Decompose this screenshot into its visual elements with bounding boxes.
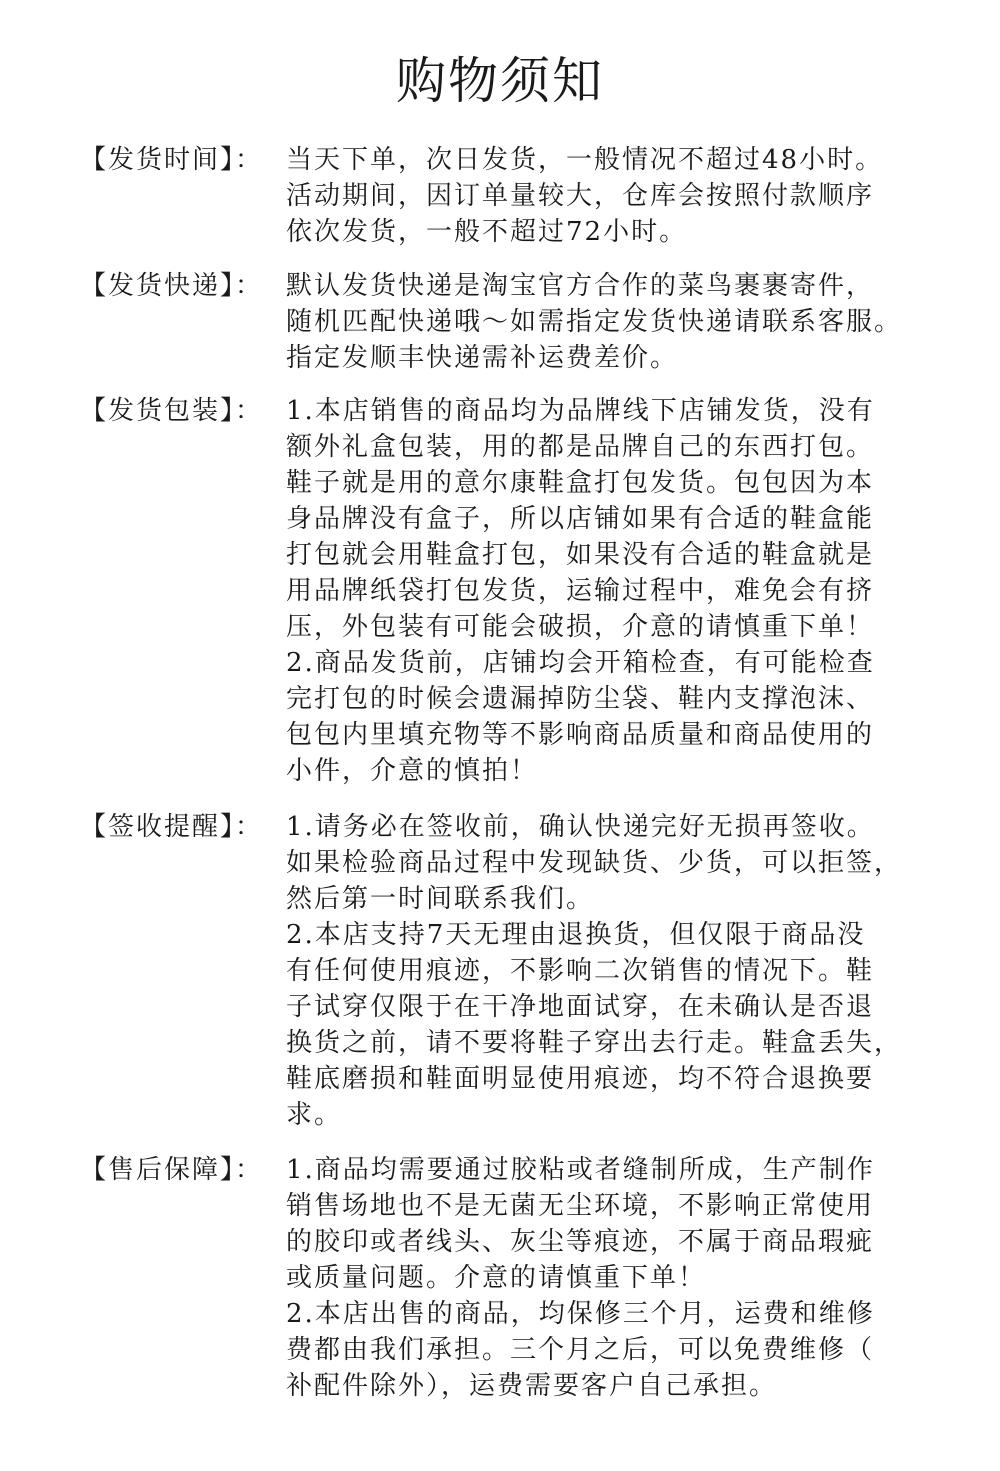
section-line: 包包内里填充物等不影响商品质量和商品使用的 (286, 720, 875, 750)
section-body (286, 393, 976, 789)
section-line: 当天下单，次日发货，一般情况不超过48小时。 (286, 145, 884, 175)
section-line: 用品牌纸袋打包发货，运输过程中，难免会有挤 (286, 576, 875, 606)
section-line: 如果检验商品过程中发现缺货、少货，可以拒签， (286, 848, 903, 878)
section-label: 【发货快递】： (80, 271, 264, 301)
section-line: 然后第一时间联系我们。 (286, 884, 595, 914)
section-line: 打包就会用鞋盒打包，如果没有合适的鞋盒就是 (286, 540, 875, 570)
section-line: 鞋底磨损和鞋面明显使用痕迹，均不符合退换要 (286, 1064, 875, 1094)
section-line: 2.商品发货前，店铺均会开箱检查，有可能检查 (286, 648, 875, 678)
section-line: 2.本店支持7天无理由退换货，但仅限于商品没 (286, 920, 866, 950)
section-line: 费都由我们承担。三个月之后，可以免费维修（ (286, 1335, 875, 1365)
section-line: 换货之前，请不要将鞋子穿出去行走。鞋盒丢失， (286, 1028, 903, 1058)
section-body (286, 268, 976, 376)
section-label: 【发货包装】： (80, 396, 264, 426)
section-line: 完打包的时候会遗漏掉防尘袋、鞋内支撑泡沫、 (286, 684, 875, 714)
section-line: 1.请务必在签收前，确认快递完好无损再签收。 (286, 812, 875, 842)
section-line: 依次发货，一般不超过72小时。 (286, 217, 688, 247)
section-body (286, 142, 976, 250)
section-label: 【签收提醒】： (80, 812, 264, 842)
section-line: 小件，介意的慎拍！ (286, 756, 539, 786)
section-line: 的胶印或者线头、灰尘等痕迹，不属于商品瑕疵 (286, 1227, 875, 1257)
section-line: 指定发顺丰快递需补运费差价。 (286, 343, 679, 373)
section-line: 身品牌没有盒子，所以店铺如果有合适的鞋盒能 (286, 504, 875, 534)
section-line: 2.本店出售的商品，均保修三个月，运费和维修 (286, 1299, 875, 1329)
section-body (286, 1152, 976, 1404)
section-line: 默认发货快递是淘宝官方合作的菜鸟裹裹寄件， (286, 271, 875, 301)
section-line: 有任何使用痕迹，不影响二次销售的情况下。鞋 (286, 956, 875, 986)
section-line: 补配件除外），运费需要客户自己承担。 (286, 1371, 778, 1401)
section-line: 1.商品均需要通过胶粘或者缝制所成，生产制作 (286, 1155, 875, 1185)
section-body (286, 809, 976, 1133)
section-line: 子试穿仅限于在干净地面试穿，在未确认是否退 (286, 992, 875, 1022)
section-label: 【售后保障】： (80, 1155, 264, 1185)
section-line: 随机匹配快递哦～如需指定发货快递请联系客服。 (286, 307, 903, 337)
section-line: 鞋子就是用的意尔康鞋盒打包发货。包包因为本 (286, 468, 875, 498)
section-line: 额外礼盒包装，用的都是品牌自己的东西打包。 (286, 432, 875, 462)
section-line: 压，外包装有可能会破损，介意的请慎重下单！ (286, 612, 875, 642)
section-label: 【发货时间】： (80, 145, 264, 175)
page-title: 购物须知 (396, 52, 604, 110)
section-line: 销售场地也不是无菌无尘环境，不影响正常使用 (286, 1191, 875, 1221)
section-line: 1.本店销售的商品均为品牌线下店铺发货，没有 (286, 396, 875, 426)
section-line: 活动期间，因订单量较大，仓库会按照付款顺序 (286, 181, 875, 211)
section-line: 求。 (286, 1100, 343, 1130)
section-line: 或质量问题。介意的请慎重下单！ (286, 1263, 707, 1293)
